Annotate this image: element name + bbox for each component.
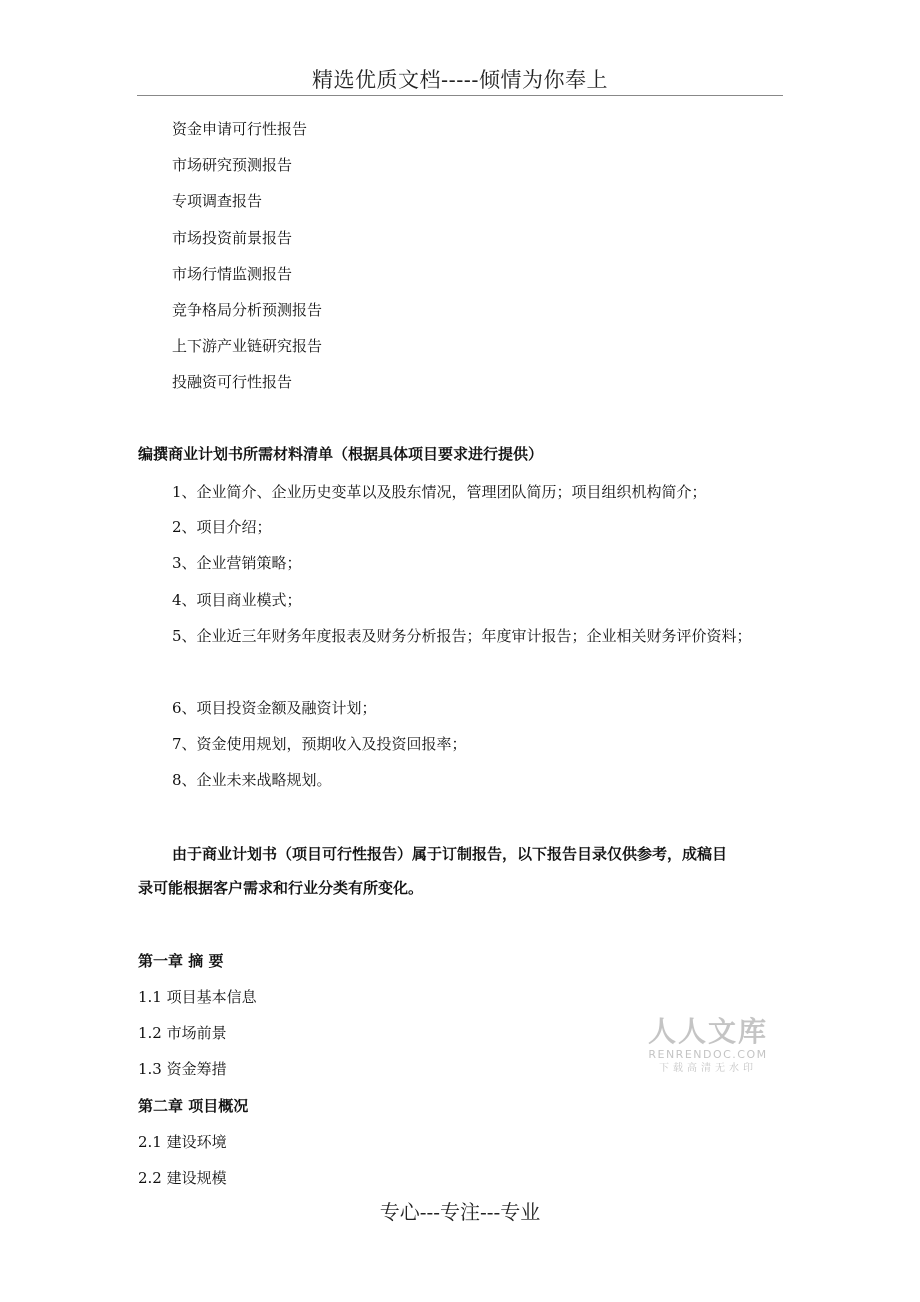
materials-item: 1、企业简介、企业历史变革以及股东情况，管理团队简历；项目组织机构简介； [172,483,707,501]
page-footer-title: 专心---专注---专业 [379,1200,541,1224]
header-divider [137,95,783,96]
materials-item: 6、项目投资金额及融资计划； [172,699,377,717]
toc-chapter-heading: 第二章 项目概况 [138,1097,249,1115]
renrendoc-watermark [644,1016,772,1076]
report-type-item: 市场行情监测报告 [172,265,293,283]
materials-item: 8、企业未来战略规划。 [172,771,332,789]
report-type-item: 投融资可行性报告 [172,373,293,391]
materials-item: 5、企业近三年财务年度报表及财务分析报告；年度审计报告；企业相关财务评价资料； [172,627,752,645]
report-type-item: 资金申请可行性报告 [172,120,308,138]
toc-section-item: 1.2 市场前景 [138,1024,227,1042]
materials-item: 2、项目介绍； [172,518,272,536]
report-type-item: 竞争格局分析预测报告 [172,301,323,319]
report-type-item: 上下游产业链研究报告 [172,337,323,355]
toc-section-item: 1.1 项目基本信息 [138,988,257,1006]
toc-section-item: 2.2 建设规模 [138,1169,227,1187]
page-header-title: 精选优质文档-----倾情为你奉上 [312,68,608,92]
materials-item: 4、项目商业模式； [172,591,302,609]
materials-item: 3、企业营销策略； [172,554,302,572]
watermark-domain-text: RENRENDOC.COM [648,1048,768,1061]
report-type-item: 市场投资前景报告 [172,229,293,247]
watermark-tagline-text: 下载高清无水印 [659,1063,757,1074]
toc-section-item: 2.1 建设环境 [138,1133,227,1151]
watermark-brand-text: 人人文库 [647,1015,768,1048]
note-paragraph-line: 由于商业计划书（项目可行性报告）属于订制报告，以下报告目录仅供参考，成稿目 [172,845,728,863]
report-type-item: 市场研究预测报告 [172,156,293,174]
report-type-item: 专项调查报告 [172,192,263,210]
toc-section-item: 1.3 资金筹措 [138,1060,227,1078]
materials-item: 7、资金使用规划，预期收入及投资回报率； [172,735,467,753]
materials-heading: 编撰商业计划书所需材料清单（根据具体项目要求进行提供） [138,445,544,463]
toc-chapter-heading: 第一章 摘 要 [138,952,224,970]
note-paragraph-line: 录可能根据客户需求和行业分类有所变化。 [138,879,424,897]
